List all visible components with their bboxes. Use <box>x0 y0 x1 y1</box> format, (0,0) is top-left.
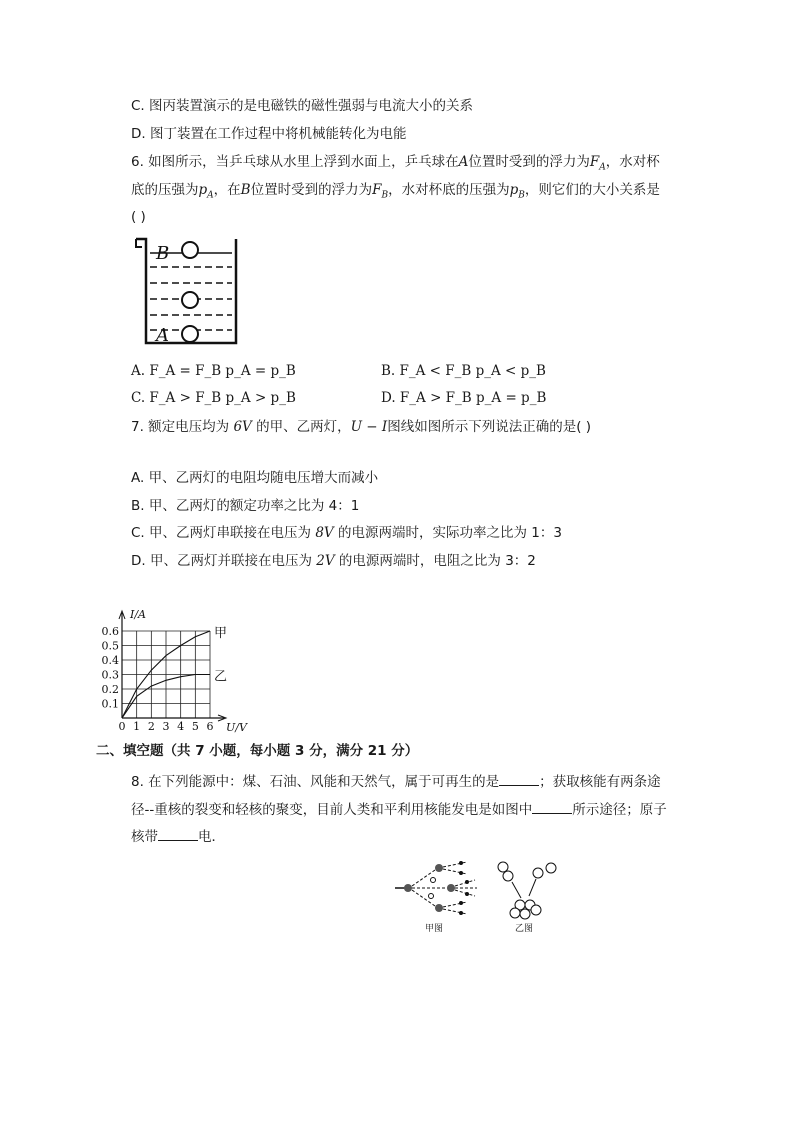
nucleus <box>435 864 443 872</box>
neutron-path <box>443 902 467 907</box>
answer-blank-1[interactable] <box>499 771 539 786</box>
neutron <box>465 892 469 896</box>
q6-option-b: B. F_A < F_B p_A < p_B <box>381 363 546 379</box>
nucleus <box>510 908 520 918</box>
nucleus <box>404 884 412 892</box>
x-tick-label: 3 <box>162 720 170 733</box>
neutron-path <box>443 909 467 914</box>
nucleus <box>533 868 543 878</box>
q6-option-a: A. F_A = F_B p_A = p_B <box>131 363 296 379</box>
q7-option-d: D. 甲、乙两灯并联接在电压为 2V 的电源两端时，电阻之比为 3：2 <box>131 553 536 569</box>
fission-diagram <box>395 861 477 934</box>
q6-stem-line1: 6. 如图所示，当乒乓球从水里上浮到水面上，乒乓球在A位置时受到的浮力为$F_A$，水对杯 <box>131 154 660 173</box>
fragment <box>431 878 436 883</box>
fig-right-label: 乙图 <box>515 924 534 934</box>
x-tick-label: 1 <box>133 720 141 733</box>
y-tick-label: 0.4 <box>101 654 119 667</box>
label-a: A <box>156 325 169 346</box>
neutron <box>459 871 463 875</box>
ball-position-middle <box>182 292 198 308</box>
neutron-path <box>455 880 475 886</box>
x-tick-label: 2 <box>147 720 155 733</box>
neutron-path <box>455 890 475 896</box>
q6-option-d: D. F_A > F_B p_A = p_B <box>381 390 547 406</box>
q6-stem-line3: ( ) <box>131 209 146 225</box>
x-tick-label: 5 <box>191 720 199 733</box>
y-tick-label: 0.1 <box>101 697 119 711</box>
series-label: 甲 <box>214 626 228 641</box>
q8-line2: 径--重核的裂变和轻核的聚变，目前人类和平利用核能发电是如图中 所示途径；原子 <box>131 799 667 820</box>
nucleus <box>503 871 513 881</box>
answer-blank-3[interactable] <box>158 826 198 841</box>
neutron-path <box>443 869 467 874</box>
neutron <box>459 901 463 905</box>
fusion-diagram <box>498 862 556 934</box>
arrow <box>529 879 536 896</box>
series-label: 乙 <box>214 669 228 685</box>
x-axis-label: U/V <box>226 721 247 734</box>
q5-option-d: D. 图丁装置在工作过程中将机械能转化为电能 <box>131 126 407 142</box>
ball-position-a <box>182 326 198 342</box>
arrow <box>512 882 521 898</box>
nucleus <box>531 905 541 915</box>
q8-line1: 8. 在下列能源中：煤、石油、风能和天然气，属于可再生的是 ；获取核能有两条途 <box>131 771 661 792</box>
y-tick-label: 0.3 <box>101 668 119 682</box>
nuclear-figure <box>395 858 565 936</box>
answer-blank-2[interactable] <box>532 799 572 814</box>
q5-option-c: C. 图丙装置演示的是电磁铁的磁性强弱与电流大小的关系 <box>131 98 474 114</box>
q8-line3: 核带 电． <box>131 826 225 847</box>
q7-option-b: B. 甲、乙两灯的额定功率之比为 4：1 <box>131 498 360 514</box>
y-tick-label: 0.2 <box>101 683 119 696</box>
x-tick-label: 0 <box>118 720 126 733</box>
neutron <box>465 880 469 884</box>
ui-chart <box>100 604 260 734</box>
beaker-figure <box>132 233 244 347</box>
q6-stem-line2: 底的压强为$p_A$，在B位置时受到的浮力为$F_B$，水对杯底的压强为$p_B$，则它们的大小关系是 <box>131 182 660 201</box>
fig-left-label: 甲图 <box>425 924 444 934</box>
q6-option-c: C. F_A > F_B p_A > p_B <box>131 390 296 406</box>
nucleus <box>520 909 530 919</box>
neutron <box>459 911 463 915</box>
nucleus <box>447 884 455 892</box>
y-axis-label: I/A <box>130 608 146 621</box>
nucleus <box>546 863 556 873</box>
q7-option-c: C. 甲、乙两灯串联接在电压为 8V 的电源两端时，实际功率之比为 1：3 <box>131 525 562 541</box>
section-fill-in-title: 二、填空题（共 7 小题，每小题 3 分，满分 21 分） <box>96 743 419 759</box>
ball-position-b <box>182 242 198 258</box>
x-tick-label: 4 <box>177 720 185 733</box>
neutron <box>459 861 463 865</box>
y-tick-label: 0.5 <box>101 639 119 653</box>
nucleus <box>435 904 443 912</box>
nucleus <box>498 862 508 872</box>
label-b: B <box>156 243 170 264</box>
fragment <box>429 894 434 899</box>
x-tick-label: 6 <box>206 720 214 733</box>
q7-option-a: A. 甲、乙两灯的电阻均随电压增大而减小 <box>131 470 379 486</box>
neutron-path <box>443 862 467 867</box>
q7-stem: 7. 额定电压均为 6V 的甲、乙两灯，U − I图线如图所示下列说法正确的是( ) <box>131 419 592 435</box>
y-tick-label: 0.6 <box>101 625 119 638</box>
